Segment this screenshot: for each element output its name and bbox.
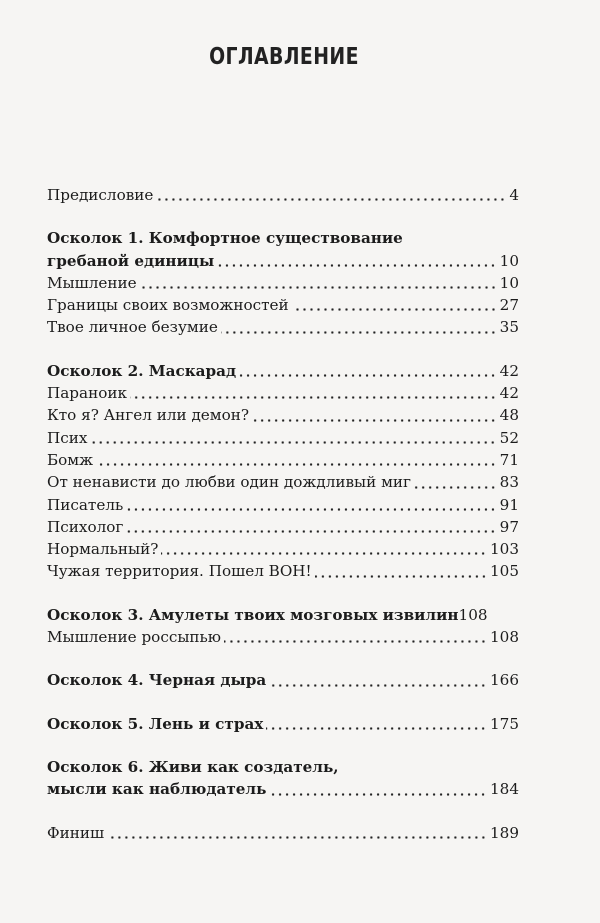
toc-entry [47,516,519,538]
toc-entry-preface [47,184,519,206]
toc-entry-page: 83 [499,473,519,492]
toc-entry [47,538,519,560]
dot-leader [252,419,497,422]
toc-entry-page: 97 [499,517,519,536]
toc-heading-shard1-line1: Осколок 1. Комфортное существование [47,229,403,248]
toc-heading-shard1 [47,250,519,272]
toc-heading-label: Осколок 5. Лень и страх [47,714,264,733]
toc-entry-label: Границы своих возможностей [47,296,289,315]
dot-leader [224,640,487,643]
toc-entry-label: Предисловие [47,186,154,204]
toc-entry-label: Бомж [47,450,94,469]
dot-leader [315,575,487,578]
toc-heading-shard2 [47,360,519,382]
toc-entry-finish [47,822,519,844]
toc-heading-shard4 [47,669,519,691]
toc-heading-label: Осколок 2. Маскарад [47,361,237,380]
dot-leader [414,486,497,489]
dot-leader [161,552,487,555]
dot-leader [140,286,497,289]
toc-entry-page: 42 [499,384,519,403]
dot-leader [239,374,497,377]
toc-entry-page: 91 [499,495,519,514]
toc-heading-shard6-line1: Осколок 6. Живи как создатель, [47,757,339,776]
toc-heading-shard3 [47,604,519,626]
toc-entry-page: 103 [490,540,519,559]
toc-entry [47,272,519,294]
dot-leader [126,508,496,511]
toc-entry-page: 52 [499,428,519,447]
dot-leader [126,530,496,533]
toc-heading-shard5 [47,713,519,735]
dot-leader [221,331,497,334]
toc-heading-page: 166 [490,671,519,690]
toc-entry-page: 108 [490,628,519,647]
toc-entry-label: Мышление россыпью [47,628,222,647]
toc-entry-page: 10 [499,273,519,292]
dot-leader [217,264,496,267]
dot-leader [269,793,487,796]
toc-entry-page: 4 [509,186,519,204]
toc-entry-label: Псих [47,428,88,447]
toc-heading-page: 184 [490,780,519,799]
toc-entry [47,449,519,471]
toc-entry-label: От ненависти до любви один дождливый миг [47,473,411,492]
dot-leader [96,463,497,466]
toc-heading-page: 108 [458,605,488,624]
toc-heading-label: Осколок 4. Черная дыра [47,671,267,690]
toc-heading-page: 175 [490,714,519,733]
toc-entry-label: Психолог [47,517,124,536]
toc-entry-page: 48 [499,406,519,425]
toc-entry-page: 71 [499,450,519,469]
toc-entry [47,471,519,493]
dot-leader [269,684,487,687]
toc-entry-label: Кто я? Ангел или демон? [47,406,250,425]
dot-leader [90,441,496,444]
toc-entry-page: 105 [490,562,519,581]
toc-entry [47,560,519,582]
toc-entry-label: Параноик [47,384,127,403]
toc-entry-label: Писатель [47,495,124,514]
dot-leader [292,308,497,311]
toc-entry-page: 189 [490,823,519,842]
toc-heading-shard6 [47,778,519,800]
toc-heading-label: мысли как наблюдатель [47,780,267,799]
toc-entry-label: Нормальный? [47,540,159,559]
dot-leader [156,198,506,201]
toc-entry-label: Твое личное безумие [47,318,218,337]
toc-heading-label: Осколок 3. Амулеты твоих мозговых извилин [47,605,459,624]
toc-entry-label: Чужая территория. Пошел ВОН! [47,562,312,581]
dot-leader [130,396,497,399]
page-title: ОГЛАВЛЕНИЕ [209,44,359,70]
toc-entry [47,427,519,449]
toc-entry-label: Мышление [47,273,137,292]
toc-heading-page: 10 [499,251,519,270]
toc-entry [47,494,519,516]
toc-entry-label: Финиш [47,823,105,842]
toc-entry [47,316,519,338]
dot-leader [266,727,487,730]
toc-entry-page: 27 [499,296,519,315]
toc-entry [47,382,519,404]
table-of-contents [47,184,519,844]
dot-leader [107,836,487,839]
toc-entry [47,294,519,316]
toc-heading-label: гребаной единицы [47,251,215,270]
toc-entry [47,404,519,426]
toc-entry-page: 35 [499,318,519,337]
toc-heading-page: 42 [499,361,519,380]
toc-entry [47,626,519,648]
